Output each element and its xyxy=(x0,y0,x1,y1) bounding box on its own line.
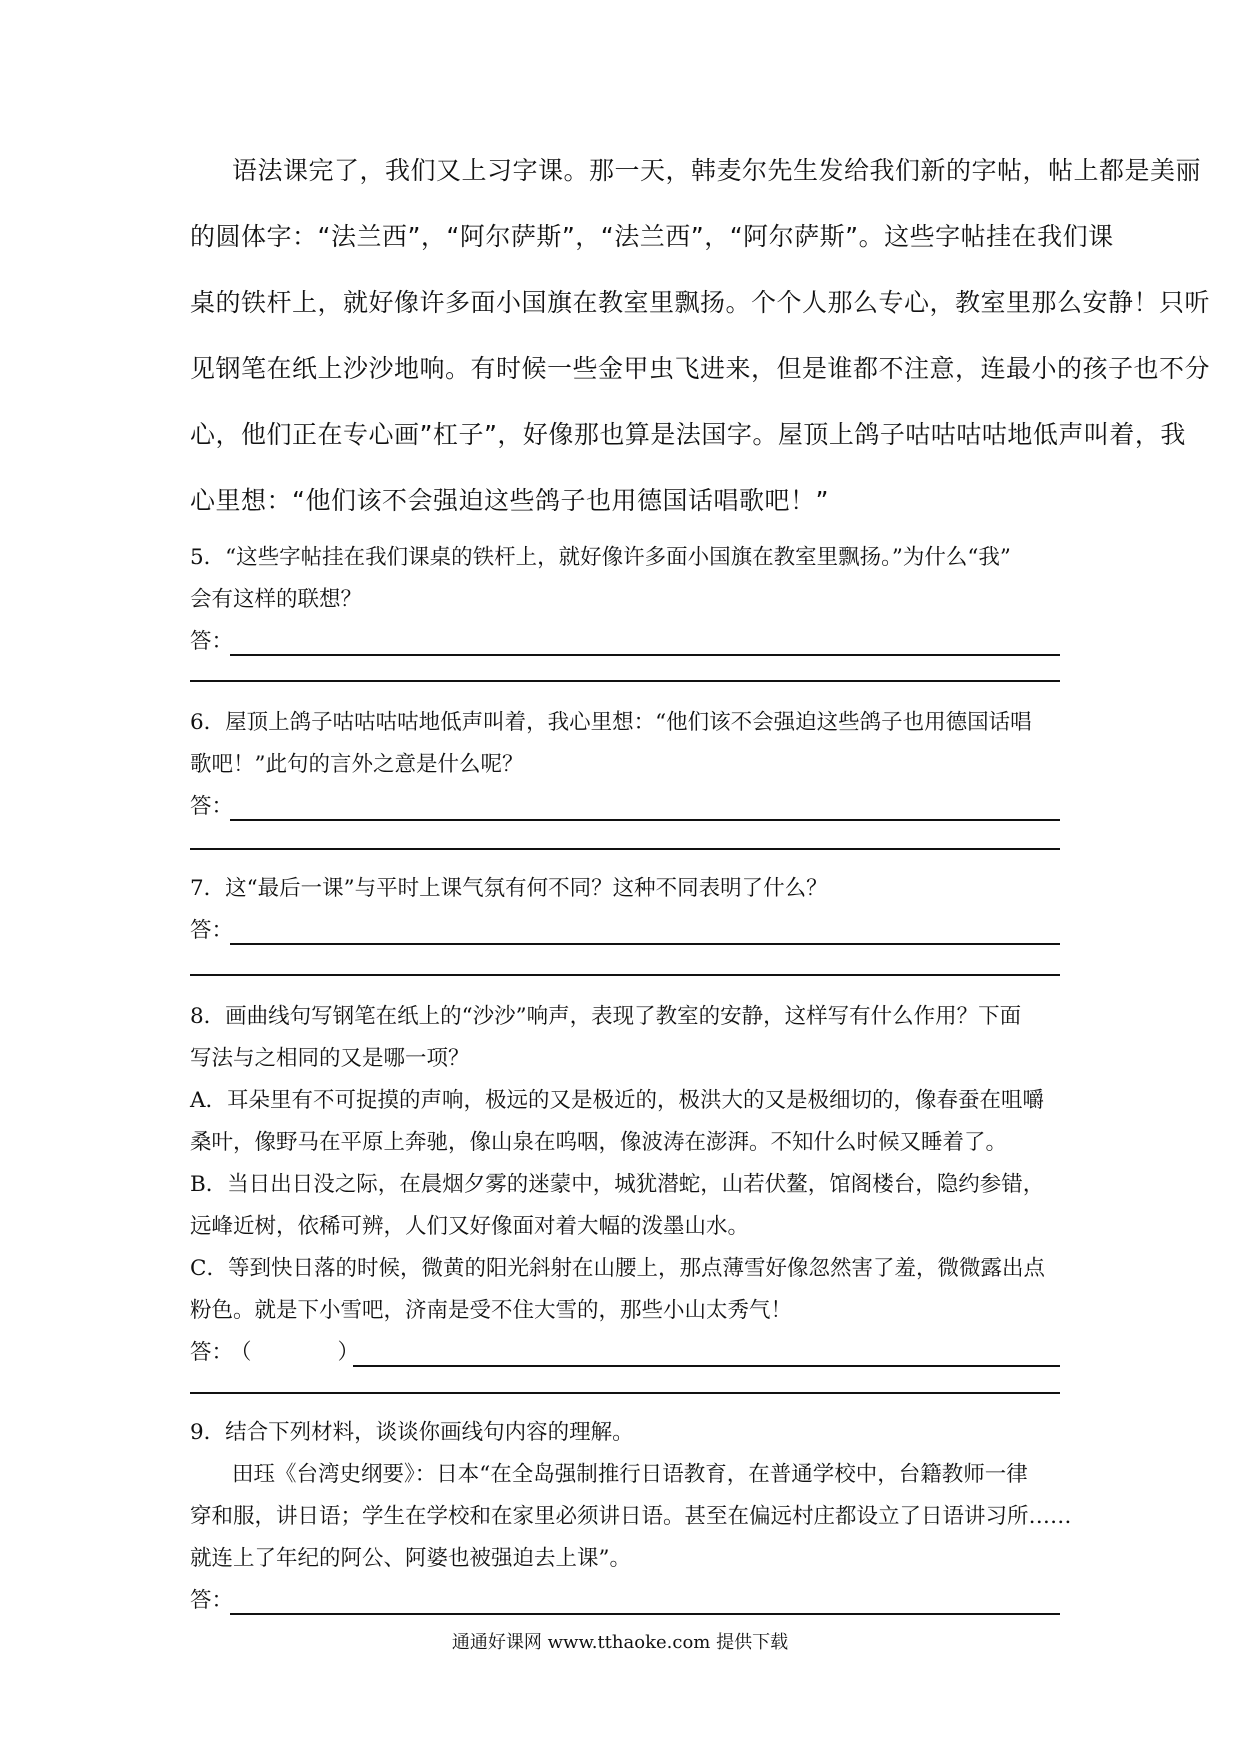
question-7 xyxy=(190,868,1060,952)
answer-blank-line[interactable] xyxy=(190,1392,1060,1394)
question-5 xyxy=(190,537,1060,663)
answer-rule xyxy=(353,1365,1060,1367)
question-line: 会有这样的联想？ xyxy=(190,587,363,612)
material-line: 就连上了年纪的阿公、阿婆也被强迫去上课”。 xyxy=(190,1546,631,1571)
passage-line: 的圆体字：“法兰西”，“阿尔萨斯”，“法兰西”，“阿尔萨斯”。这些字帖挂在我们课 xyxy=(190,222,1114,251)
question-line: 歌吧！”此句的言外之意是什么呢？ xyxy=(190,752,524,777)
answer-label: 答： xyxy=(190,629,234,654)
option-b-continued: 远峰近树，依稀可辨，人们又好像面对着大幅的泼墨山水。 xyxy=(190,1214,750,1239)
answer-blank-line[interactable] xyxy=(190,974,1060,976)
material-line: 田珏《台湾史纲要》：日本“在全岛强制推行日语教育，在普通学校中，台籍教师一律 xyxy=(232,1462,1028,1487)
answer-label: 答： xyxy=(190,794,234,819)
answer-line[interactable] xyxy=(190,786,1060,828)
answer-rule xyxy=(230,654,1060,656)
answer-blank-line[interactable] xyxy=(190,848,1060,850)
answer-rule xyxy=(230,943,1060,945)
question-line: 写法与之相同的又是哪一项？ xyxy=(190,1046,470,1071)
question-line: 6．屋顶上鸽子咕咕咕咕地低声叫着，我心里想：“他们该不会强迫这些鸽子也用德国话唱 xyxy=(190,710,1032,735)
question-8 xyxy=(190,996,1060,1374)
option-a-continued: 桑叶，像野马在平原上奔驰，像山泉在呜咽，像波涛在澎湃。不知什么时候又睡着了。 xyxy=(190,1130,1008,1155)
question-9 xyxy=(190,1412,1072,1622)
answer-blank-line[interactable] xyxy=(190,680,1060,682)
passage-line: 心里想：“他们该不会强迫这些鸽子也用德国话唱歌吧！” xyxy=(190,486,829,515)
option-b: B．当日出日没之际，在晨烟夕雾的迷蒙中，城犹潜蛇，山若伏鳌，馆阁楼台，隐约参错， xyxy=(190,1172,1045,1197)
answer-label: 答： xyxy=(190,918,234,943)
page-footer: 通通好课网 www.tthaoke.com 提供下载 xyxy=(451,1632,789,1653)
choice-blank[interactable]: （ ） xyxy=(230,1340,360,1365)
answer-line[interactable] xyxy=(190,910,1060,952)
answer-rule xyxy=(230,1613,1060,1615)
question-line: 5．“这些字帖挂在我们课桌的铁杆上，就好像许多面小国旗在教室里飘扬。”为什么“我” xyxy=(190,545,1011,570)
passage-line: 语法课完了，我们又上习字课。那一天，韩麦尔先生发给我们新的字帖，帖上都是美丽 xyxy=(232,156,1202,185)
answer-line[interactable] xyxy=(190,1332,1060,1374)
answer-label: 答： xyxy=(190,1588,234,1613)
answer-rule xyxy=(230,819,1060,821)
passage-line: 见钢笔在纸上沙沙地响。有时候一些金甲虫飞进来，但是谁都不注意，连最小的孩子也不分 xyxy=(190,354,1211,383)
answer-line[interactable] xyxy=(190,621,1060,663)
material-line: 穿和服，讲日语；学生在学校和在家里必须讲日语。甚至在偏远村庄都设立了日语讲习所…… xyxy=(190,1504,1072,1529)
answer-label: 答： xyxy=(190,1340,234,1365)
question-line: 9．结合下列材料，谈谈你画线句内容的理解。 xyxy=(190,1420,634,1445)
question-line: 7．这“最后一课”与平时上课气氛有何不同？这种不同表明了什么？ xyxy=(190,876,828,901)
option-c-continued: 粉色。就是下小雪吧，济南是受不住大雪的，那些小山太秀气！ xyxy=(190,1298,793,1323)
reading-passage xyxy=(190,138,1211,534)
option-a: A．耳朵里有不可捉摸的声响，极远的又是极近的，极洪大的又是极细切的，像春蚕在咀嚼 xyxy=(190,1088,1045,1113)
answer-line[interactable] xyxy=(190,1580,1060,1622)
passage-line: 桌的铁杆上，就好像许多面小国旗在教室里飘扬。个个人那么专心，教室里那么安静！只听 xyxy=(190,288,1211,317)
passage-paragraph xyxy=(190,138,1211,534)
question-line: 8．画曲线句写钢笔在纸上的“沙沙”响声，表现了教室的安静，这样写有什么作用？下面 xyxy=(190,1004,1022,1029)
passage-line: 心，他们正在专心画”杠子”，好像那也算是法国字。屋顶上鸽子咕咕咕咕地低声叫着，我 xyxy=(190,420,1186,449)
option-c: C．等到快日落的时候，微黄的阳光斜射在山腰上，那点薄雪好像忽然害了羞，微微露出点 xyxy=(190,1256,1045,1281)
question-6 xyxy=(190,702,1060,828)
